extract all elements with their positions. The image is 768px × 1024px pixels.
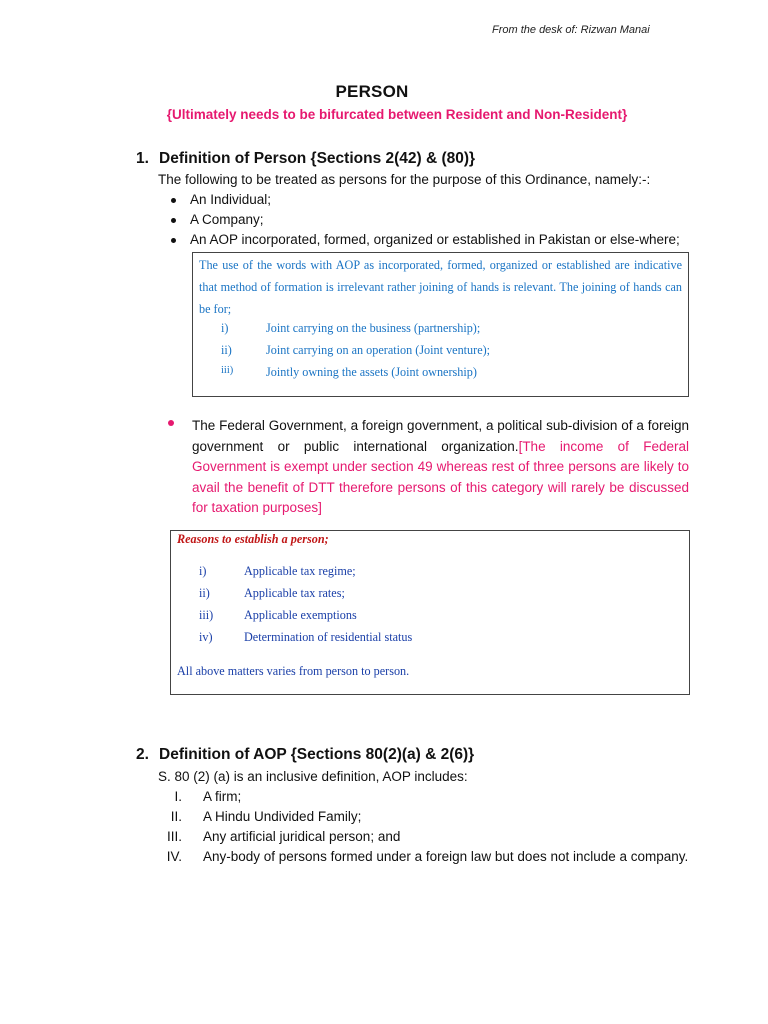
section-1-heading	[136, 150, 475, 168]
reason-text: Determination of residential status	[244, 630, 413, 644]
aop-item-text: Joint carrying on the business (partnership);	[266, 321, 481, 335]
reasons-heading: Reasons to establish a person;	[177, 532, 329, 546]
federal-government-paragraph	[192, 416, 689, 519]
list-item: A Company;	[164, 210, 704, 230]
roman-number: IV.	[166, 849, 182, 864]
reasons-footer: All above matters varies from person to person.	[177, 664, 410, 678]
page-subtitle: {Ultimately needs to be bifurcated between Resident and Non-Resident}	[166, 107, 628, 122]
section-1-intro: The following to be treated as persons for the purpose of this Ordinance, namely:-:	[158, 172, 651, 187]
pink-bullet-icon	[168, 420, 174, 426]
page-title: PERSON	[335, 82, 409, 101]
section-2-heading	[136, 746, 474, 764]
header-note: From the desk of: Rizwan Manai	[492, 24, 650, 36]
person-bullet-list	[164, 190, 704, 250]
roman-number: II.	[170, 809, 182, 824]
section-1-number: 1.	[136, 150, 149, 167]
aop-item-text: Jointly owning the assets (Joint ownership)	[266, 365, 477, 379]
list-item: An AOP incorporated, formed, organized or established in Pakistan or else-where;	[164, 230, 704, 250]
federal-government-note: [The income of Federal Government is exempt under section 49 whereas rest of three persons are likely to avail the benefit of DTT therefore persons of this category will rarely be discussed for taxation purposes]	[192, 438, 689, 515]
federal-government-text: The Federal Government, a foreign government, a political sub-division of a foreign government or public international organization.	[192, 418, 689, 454]
roman-number: I.	[174, 789, 182, 804]
aop-note-box	[192, 252, 689, 397]
roman-number: III.	[166, 829, 182, 844]
reasons-box	[170, 530, 690, 695]
list-item: A Hindu Undivided Family;	[203, 809, 362, 824]
list-item: An Individual;	[164, 190, 704, 210]
reason-text: Applicable tax rates;	[244, 586, 345, 600]
reason-text: Applicable exemptions	[244, 608, 357, 622]
aop-item-number: ii)	[221, 343, 232, 357]
section-1-title: Definition of Person {Sections 2(42) & (80)}	[159, 150, 476, 167]
reason-number: iii)	[199, 608, 214, 622]
list-item: Any-body of persons formed under a foreign law but does not include a company.	[203, 849, 689, 864]
aop-item-text: Joint carrying on an operation (Joint venture);	[266, 343, 491, 357]
aop-item-number: iii)	[221, 365, 234, 376]
list-item: A firm;	[203, 789, 242, 804]
list-item: Any artificial juridical person; and	[203, 829, 401, 844]
reason-text: Applicable tax regime;	[244, 564, 356, 578]
reason-number: i)	[199, 564, 207, 578]
aop-item-number: i)	[221, 321, 229, 335]
section-2-title: Definition of AOP {Sections 80(2)(a) & 2(6)}	[159, 746, 475, 763]
section-2-number: 2.	[136, 746, 149, 763]
aop-note-text: The use of the words with AOP as incorporated, formed, organized or established are indicative that method of formation is irrelevant rather joining of hands is relevant. The joining of hands can be for;	[199, 258, 682, 316]
section-2-intro: S. 80 (2) (a) is an inclusive definition, AOP includes:	[158, 769, 468, 784]
reason-number: ii)	[199, 586, 210, 600]
reason-number: iv)	[199, 630, 213, 644]
